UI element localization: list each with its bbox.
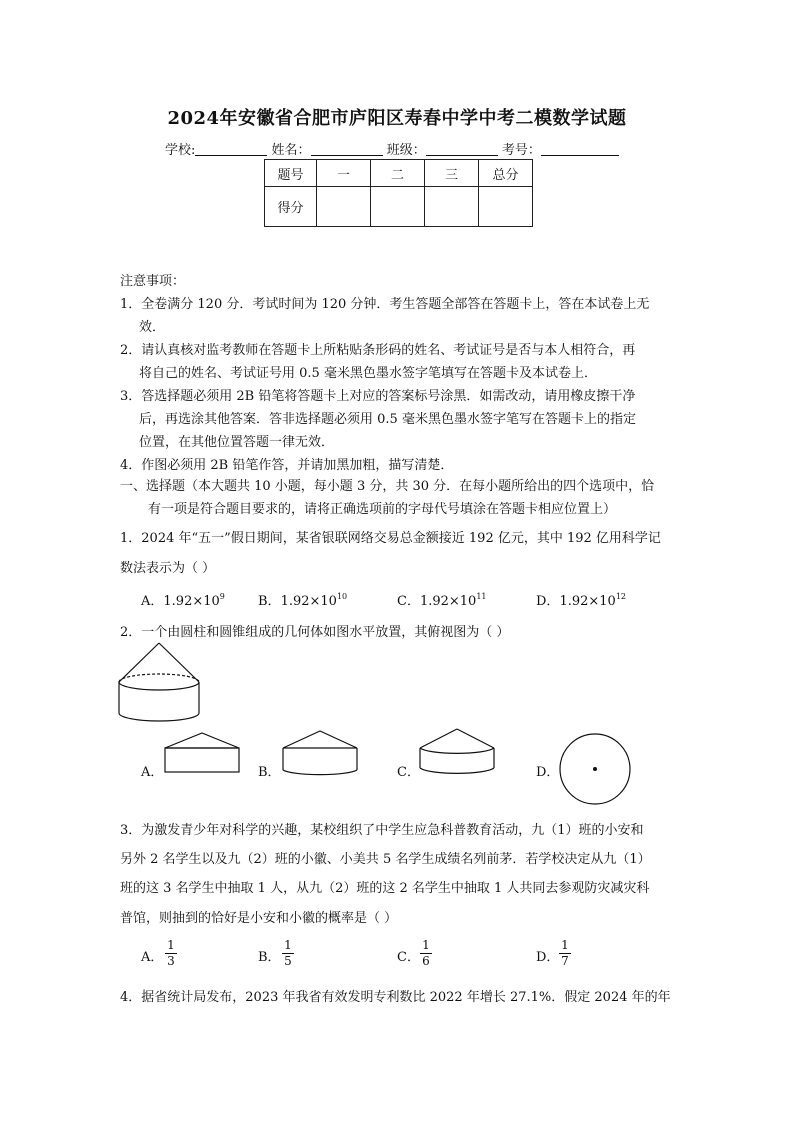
score-header-cell: 总分 <box>479 160 533 187</box>
school-blank <box>195 141 267 156</box>
q3-option-a-fraction: $\frac{1}{3}$ <box>165 938 177 969</box>
score-cell <box>479 187 533 227</box>
score-header-cell: 题号 <box>265 160 317 187</box>
class-blank <box>426 141 498 156</box>
question-2-text: 2．一个由圆柱和圆锥组成的几何体如图水平放置，其俯视图为（ ） <box>120 625 510 640</box>
name-label: 姓名： <box>271 143 311 158</box>
notes-item: 3．答选择题必须用 2B 铅笔将答题卡上对应的答案标号涂黑．如需改动，请用橡皮擦干净 <box>120 389 636 404</box>
section1-instructions: 一、选择题（本大题共 10 小题，每小题 3 分，共 30 分．在每小题所给出的四个选项中，恰 <box>120 479 655 494</box>
question-3-text: 另外 2 名学生以及九（2）班的小徽、小美共 5 名学生成绩名列前茅．若学校决定从九（1） <box>120 852 651 867</box>
score-header-cell: 三 <box>425 160 479 187</box>
score-cell <box>317 187 371 227</box>
notes-item: 2．请认真核对监考教师在答题卡上所粘贴条形码的姓名、考试证号是否与本人相符合，再 <box>120 343 636 358</box>
notes-item: 1．全卷满分 120 分．考试时间为 120 分钟．考生答题全部答在答题卡上，答在本试卷上无 <box>120 297 650 312</box>
score-header-cell: 二 <box>371 160 425 187</box>
notes-item: 后，再选涂其他答案．答非选择题必须用 0.5 毫米黑色墨水签字笔写在答题卡上的指定 <box>139 412 636 427</box>
question-1-text: 1．2024 年“五一”假日期间，某省银联网络交易总金额接近 192 亿元，其中 192 亿用科学记 <box>120 531 661 546</box>
notes-item: 效． <box>139 320 166 335</box>
q2-option-a-figure <box>164 732 240 774</box>
q2-option-c-label: C． <box>397 765 420 780</box>
score-header-cell: 一 <box>317 160 371 187</box>
q1-option-b: B．$1.92\times 10^{10}$ <box>258 592 348 609</box>
school-label: 学校: <box>165 143 196 158</box>
q3-option-c-fraction: $\frac{1}{6}$ <box>420 938 432 969</box>
section1-instructions: 有一项是符合题目要求的，请将正确选项前的字母代号填涂在答题卡相应位置上） <box>148 502 617 517</box>
notes-item: 4．作图必须用 2B 铅笔作答，并请加黑加粗，描写清楚． <box>120 458 454 473</box>
q2-option-c-figure <box>419 728 495 778</box>
question-3-text: 班的这 3 名学生中抽取 1 人，从九（2）班的这 2 名学生中抽取 1 人共同去参观防灾减灾科 <box>120 881 650 896</box>
question-3-text: 3．为激发青少年对科学的兴趣，某校组织了中学生应急科普教育活动，九（1）班的小安和 <box>120 823 644 838</box>
q2-option-d-figure <box>559 733 631 805</box>
notes-item: 位置，在其他位置答题一律无效． <box>139 435 335 450</box>
q2-solid-figure <box>118 641 200 723</box>
q3-option-a-label: A． <box>141 950 164 965</box>
class-label: 班级： <box>386 143 426 158</box>
q1-option-a: A．$1.92\times 10^9$ <box>141 592 225 609</box>
exam-no-label: 考号： <box>501 143 541 158</box>
question-4-text: 4．据省统计局发布，2023 年我省有效发明专利数比 2022 年增长 27.1%．假定 2024 年的年 <box>120 990 671 1005</box>
q3-option-b-label: B． <box>258 950 281 965</box>
q2-option-b-figure <box>282 730 358 778</box>
q3-option-d-label: D． <box>536 950 560 965</box>
q3-option-c-label: C． <box>397 950 420 965</box>
q1-option-d: D．$1.92\times 10^{12}$ <box>536 592 627 609</box>
score-row-label: 得分 <box>265 187 317 227</box>
student-info-line <box>165 139 619 158</box>
question-1-text: 数法表示为（ ） <box>120 561 216 576</box>
q3-option-d-fraction: $\frac{1}{7}$ <box>559 938 571 969</box>
page-title: 2024年安徽省合肥市庐阳区寿春中学中考二模数学试题 <box>167 108 627 129</box>
notes-item: 将自己的姓名、考试证号用 0.5 毫米黑色墨水签字笔填写在答题卡及本试卷上． <box>139 366 597 381</box>
q1-option-c: C．$1.92\times 10^{11}$ <box>397 592 487 609</box>
score-cell <box>425 187 479 227</box>
q3-option-b-fraction: $\frac{1}{5}$ <box>282 938 294 969</box>
name-blank <box>311 141 383 156</box>
q2-option-a-label: A． <box>141 765 164 780</box>
notes-heading: 注意事项： <box>120 274 186 289</box>
q2-option-d-label: D． <box>536 765 560 780</box>
score-table <box>264 159 533 227</box>
q2-option-b-label: B． <box>258 765 281 780</box>
question-3-text: 普馆，则抽到的恰好是小安和小徽的概率是（ ） <box>120 911 398 926</box>
exam-no-blank <box>541 141 619 156</box>
score-cell <box>371 187 425 227</box>
